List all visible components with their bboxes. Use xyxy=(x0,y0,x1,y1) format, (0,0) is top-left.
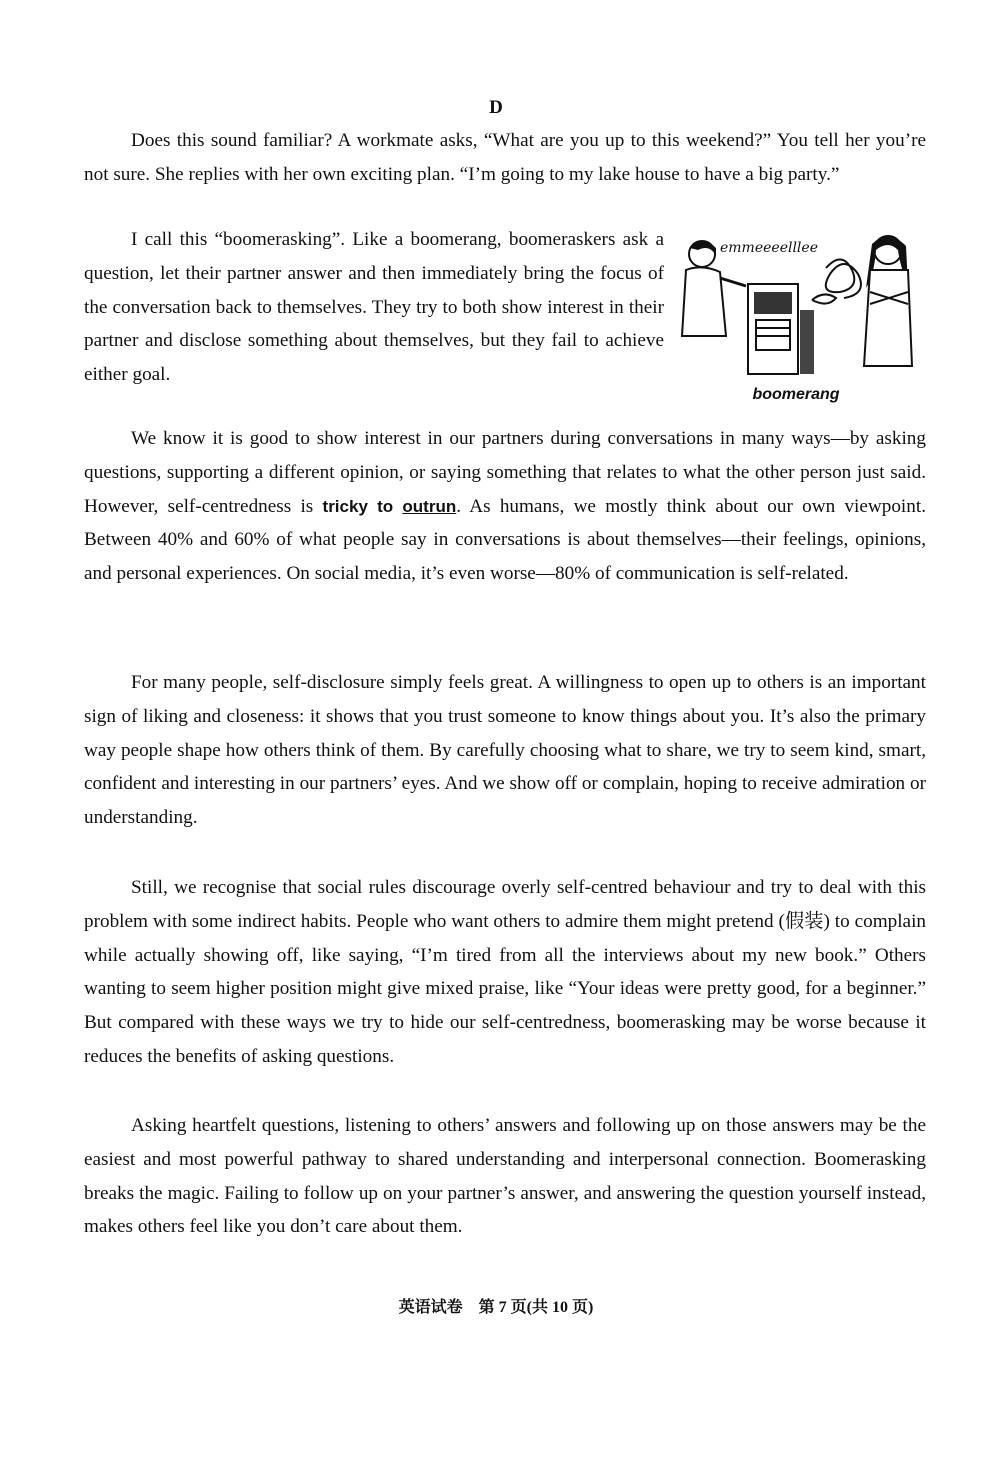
highlight-tricky-to: tricky to xyxy=(322,496,394,516)
paragraph-4: For many people, self-disclosure simply feels great. A willingness to open up to others is an important sign of liking and closeness: it shows that you trust someone to know things about you. It’s also the primary way people shape how others think of them. By carefully choosing what to share, we try to seem kind, smart, confident and interesting in our partners’ eyes. And we show off or complain, hoping to receive admiration or understanding. xyxy=(84,672,926,829)
section-heading: D xyxy=(489,97,503,118)
paragraph-6: Asking heartfelt questions, listening to others’ answers and following up on those answers may be the easiest and most powerful pathway to shared understanding and interpersonal connection. Boomerasking breaks the magic. Failing to follow up on your partner’s answer, and answering the question yourself instead, makes others feel like you don’t care about them. xyxy=(84,1115,926,1238)
paragraph-5: Still, we recognise that social rules discourage overly self-centred behaviour and try to deal with this problem with some indirect habits. People who want others to admire them might pretend (假装) to complain while actually showing off, like saying, “I’m tired from all the interviews about my new book.” Others wanting to seem higher position might give mixed praise, like “Your ideas were pretty good, for a beginner.” But compared with these ways we try to hide our self-centredness, boomerasking may be worse because it reduces the benefits of asking questions. xyxy=(84,877,926,1067)
paragraph-2: I call this “boomerasking”. Like a boomerang, boomeraskers ask a question, let their partner answer and then immediately bring the focus of the conversation back to themselves. They try to both show interest in their partner and disclose something about themselves, but they fail to achieve either goal. xyxy=(84,229,664,386)
paragraph-3-text-d: . As humans, we mostly think about our own viewpoint. Between 40% and 60% of what people say in conversations is about themselves—their feelings, opinions, and personal experiences. On social media, it’s even worse—80% of communication is self-related. xyxy=(84,495,926,585)
page-footer: 英语试卷 第 7 页(共 10 页) xyxy=(398,1299,594,1316)
boomerang-illustration xyxy=(676,226,916,416)
paragraph-3-text-a: We know it is good to show interest in our partners during conversations in many ways—by asking questions, supporting a different opinion, or saying something that relates to what the other person just said. However, self-centredness is xyxy=(84,428,926,517)
paragraph-3 xyxy=(84,422,926,591)
highlight-outrun: outrun xyxy=(402,496,457,516)
speech-squiggle: emmeeeelllee xyxy=(720,240,818,256)
paragraph-1: Does this sound familiar? A workmate asks, “What are you up to this weekend?” You tell her you’re not sure. She replies with her own exciting plan. “I’m going to my lake house to have a big party.” xyxy=(84,130,926,185)
illustration-drawing xyxy=(676,226,916,386)
figure-caption: boomerang xyxy=(752,386,840,403)
